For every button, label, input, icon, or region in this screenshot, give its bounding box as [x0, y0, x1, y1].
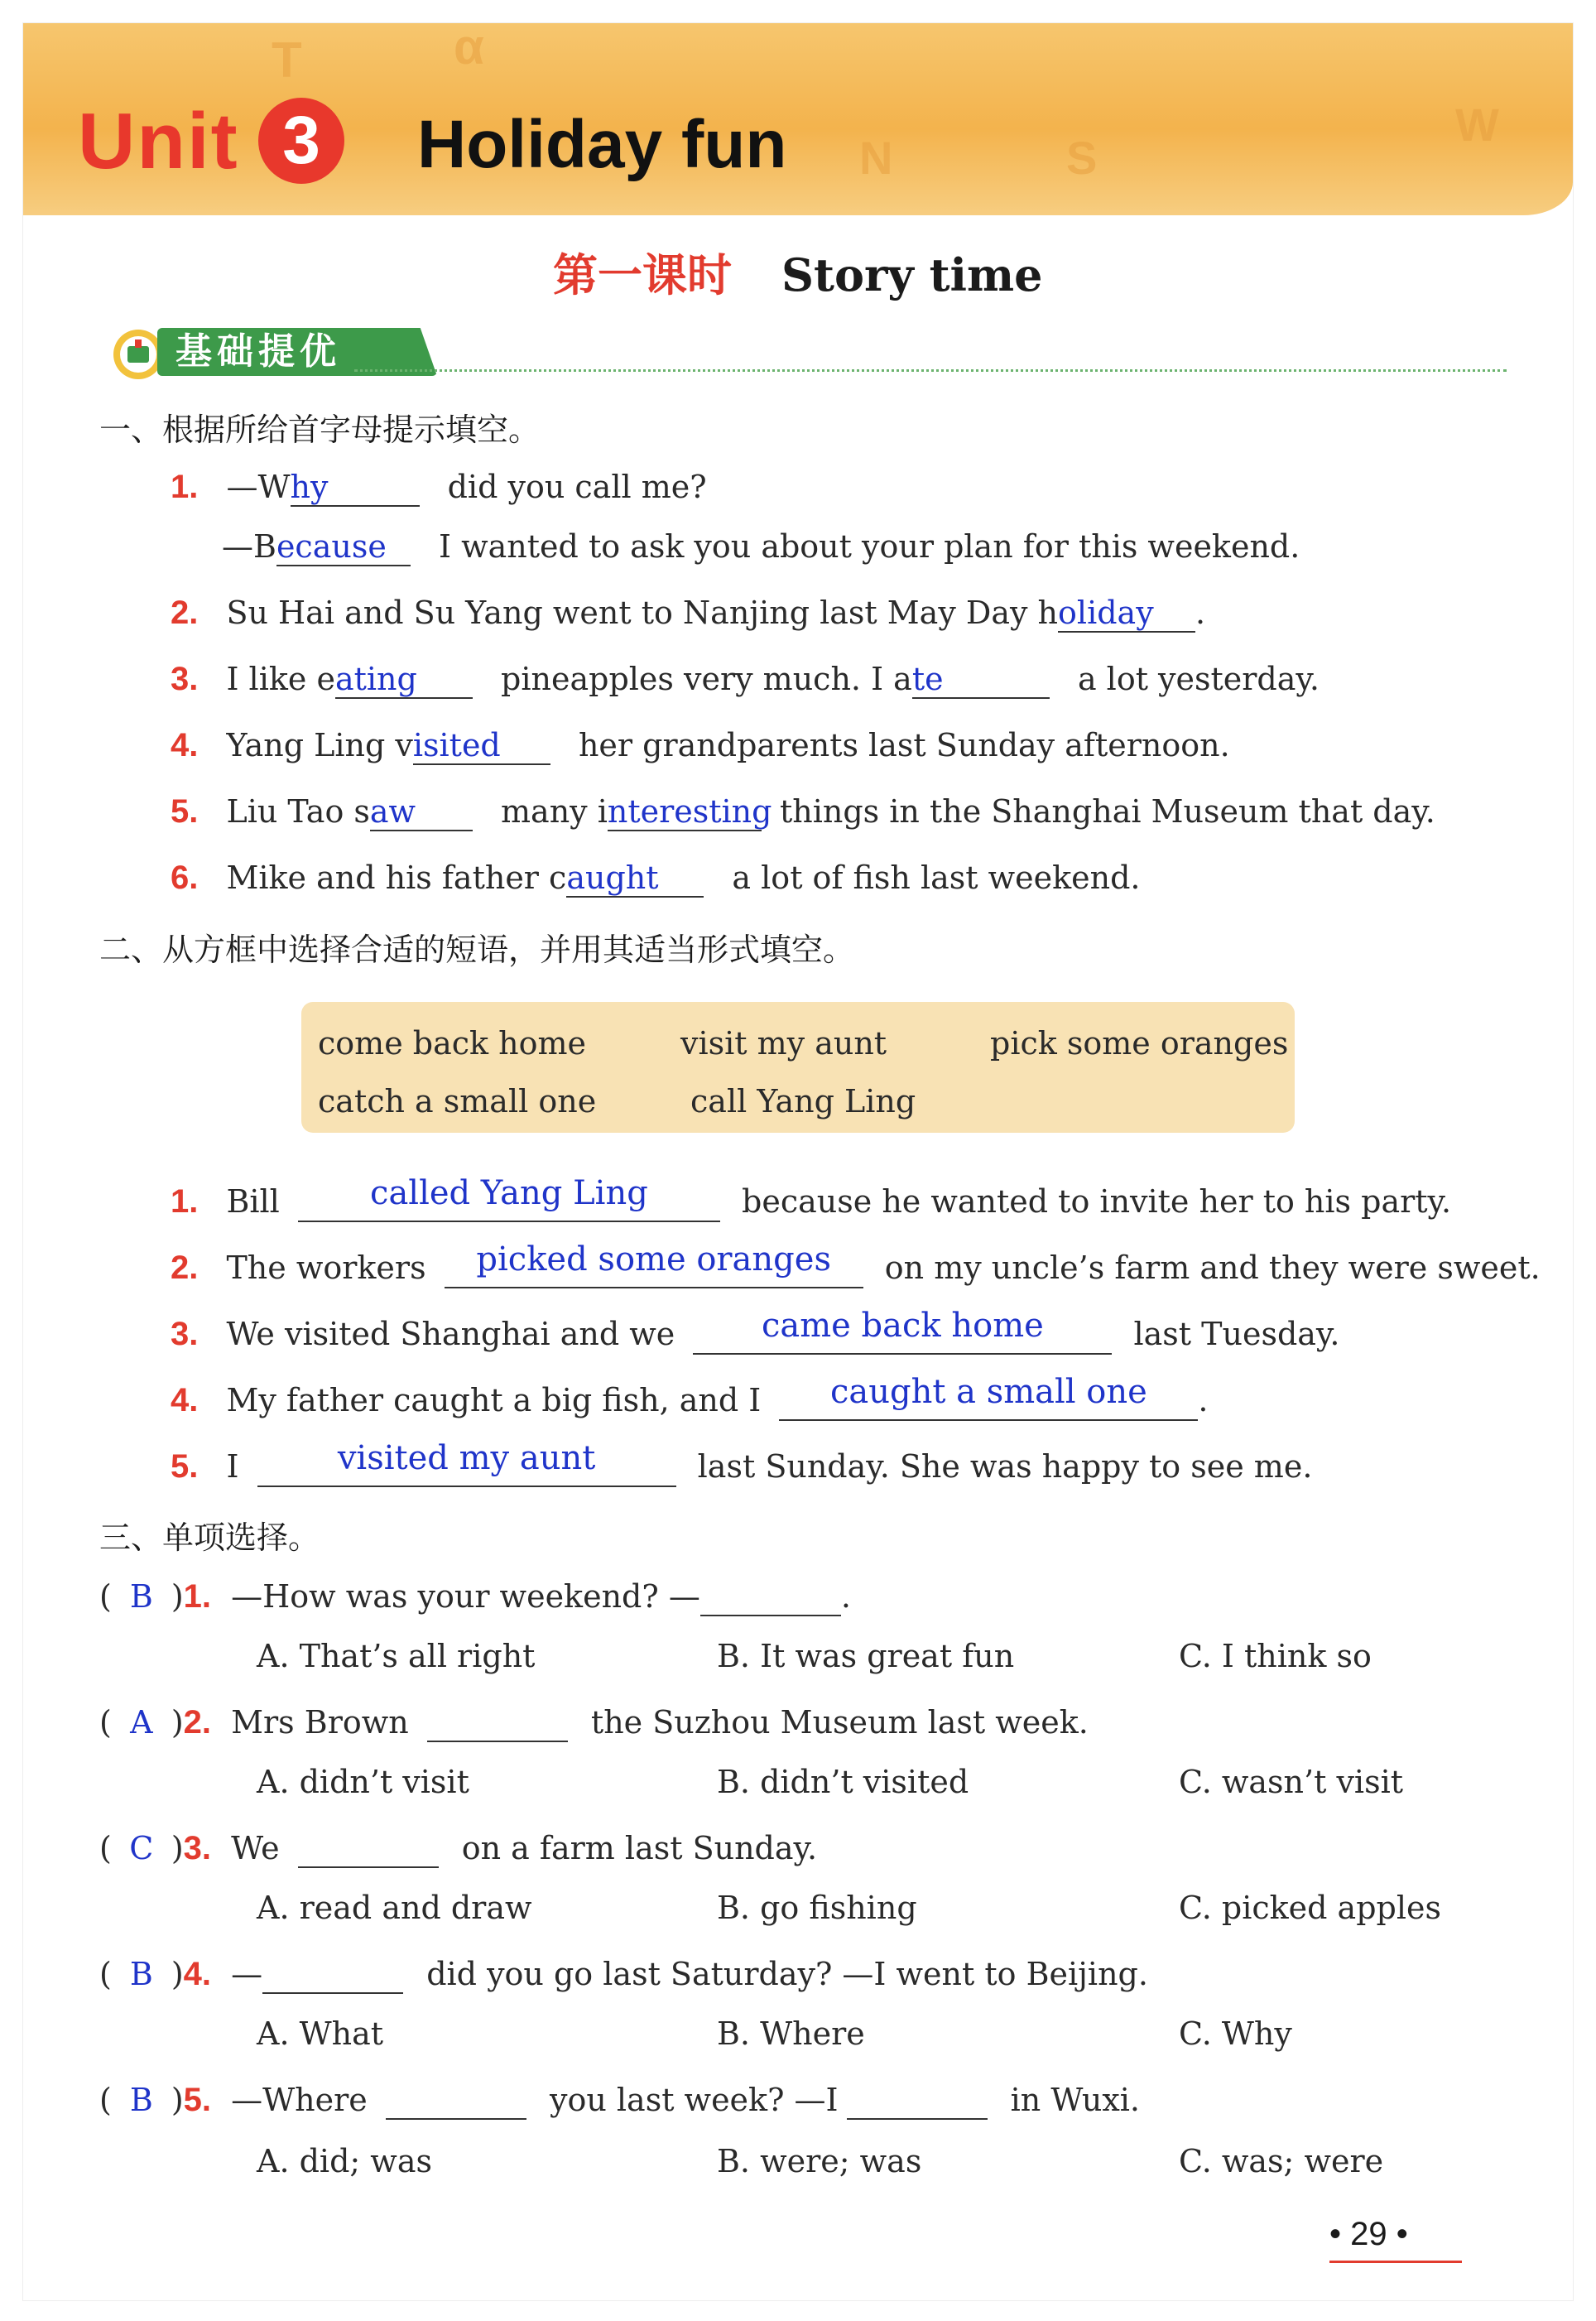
item-number: 1. — [171, 1183, 199, 1220]
option-c[interactable]: C. was; were — [1179, 2143, 1384, 2179]
answer-blank[interactable] — [427, 1704, 568, 1742]
answer-blank[interactable]: caught a small one — [779, 1381, 1198, 1421]
section-divider — [354, 369, 1507, 372]
box-phrase: call Yang Ling — [690, 1083, 916, 1120]
part1-item: 4. Yang Ling visited her grandparents last Sunday afternoon. — [171, 727, 1230, 763]
unit-label: Unit — [78, 97, 239, 185]
item-number: 2. — [171, 595, 199, 631]
item-number: 4. — [183, 1956, 212, 1992]
selected-answer[interactable]: B — [129, 1956, 153, 1992]
item-number: 1. — [171, 469, 199, 505]
banner-decoration: S — [1066, 132, 1098, 184]
item-number: 5. — [183, 2082, 212, 2118]
selected-answer[interactable]: B — [129, 1578, 153, 1615]
part2-item: 4. My father caught a big fish, and I caught a small one . — [171, 1381, 1209, 1421]
item-number: 3. — [171, 1316, 199, 1352]
section-tag-label: 基础提优 — [175, 330, 341, 373]
selected-answer[interactable]: A — [130, 1704, 153, 1741]
option-c[interactable]: C. I think so — [1179, 1638, 1372, 1674]
box-phrase: catch a small one — [318, 1083, 597, 1120]
answer-blank[interactable] — [298, 1830, 439, 1868]
box-phrase: pick some oranges — [990, 1025, 1289, 1062]
lesson-title-en: Story time — [781, 248, 1043, 301]
page-number-underline — [1329, 2261, 1462, 2263]
unit-number-badge: 3 — [258, 98, 344, 184]
answer-blank[interactable] — [700, 1578, 841, 1616]
lesson-title-cn: 第一课时 — [553, 248, 732, 301]
answer-blank[interactable]: came back home — [693, 1315, 1112, 1355]
part1-item: 1. —Why did you call me? — [171, 469, 707, 505]
answer-blank[interactable] — [386, 2082, 526, 2120]
option-b[interactable]: B. didn’t visited — [717, 1764, 969, 1800]
lesson-title — [553, 240, 1043, 304]
box-phrase: visit my aunt — [680, 1025, 887, 1062]
answer-blank[interactable]: hy — [291, 469, 420, 507]
phrase-box — [301, 1002, 1295, 1133]
part1-item: 5. Liu Tao saw many interesting things in the Shanghai Museum that day. — [171, 793, 1435, 830]
option-a[interactable]: A. didn’t visit — [257, 1764, 469, 1800]
option-b[interactable]: B. Where — [717, 2015, 865, 2052]
box-phrase: come back home — [318, 1025, 587, 1062]
answer-blank[interactable]: aw — [370, 793, 473, 831]
part1-item: 2. Su Hai and Su Yang went to Nanjing last May Day holiday . — [171, 595, 1206, 631]
answer-blank[interactable]: ecause — [276, 528, 411, 566]
item-number: 3. — [183, 1830, 212, 1866]
answer-blank[interactable]: visited my aunt — [257, 1447, 676, 1487]
item-number: 2. — [183, 1704, 212, 1741]
part1-heading: 一、根据所给首字母提示填空。 — [99, 412, 541, 448]
selected-answer[interactable]: C — [129, 1830, 154, 1866]
option-b[interactable]: B. were; was — [717, 2143, 922, 2179]
part3-question: ( B )1. —How was your weekend? — . — [99, 1578, 851, 1615]
answer-blank[interactable]: ating — [335, 661, 473, 699]
part3-question: ( B )5. —Where you last week? —I in Wuxi. — [99, 2082, 1141, 2118]
workbook-page — [23, 19, 1573, 2300]
answer-blank[interactable] — [847, 2082, 988, 2120]
item-number: 1. — [183, 1578, 212, 1615]
part3-question: ( B )4. — did you go last Saturday? —I went to Beijing. — [99, 1956, 1148, 1992]
item-number: 2. — [171, 1250, 199, 1286]
item-number: 3. — [171, 661, 199, 697]
option-b[interactable]: B. It was great fun — [717, 1638, 1015, 1674]
answer-blank[interactable]: picked some oranges — [445, 1249, 863, 1288]
part1-item: 3. I like eating pineapples very much. I ate a lot yesterday. — [171, 661, 1320, 697]
answer-blank[interactable] — [262, 1956, 403, 1994]
option-c[interactable]: C. picked apples — [1179, 1890, 1442, 1926]
option-a[interactable]: A. read and draw — [257, 1890, 532, 1926]
item-number: 5. — [171, 1448, 199, 1485]
part2-item: 2. The workers picked some oranges on my uncle’s farm and they were sweet. — [171, 1249, 1541, 1288]
item-number: 6. — [171, 860, 199, 896]
answer-blank[interactable]: aught — [566, 860, 704, 898]
unit-banner — [23, 19, 1573, 215]
part2-item: 5. I visited my aunt last Sunday. She was happy to see me. — [171, 1447, 1312, 1487]
banner-decoration: W — [1455, 99, 1499, 151]
item-number: 5. — [171, 793, 199, 830]
part2-item: 1. Bill called Yang Ling because he wanted to invite her to his party. — [171, 1182, 1451, 1222]
part3-question: ( A )2. Mrs Brown the Suzhou Museum last week. — [99, 1704, 1089, 1741]
part2-item: 3. We visited Shanghai and we came back home last Tuesday. — [171, 1315, 1339, 1355]
part1-item: —Because I wanted to ask you about your plan for this weekend. — [222, 528, 1300, 565]
item-number: 4. — [171, 727, 199, 763]
unit-title: Holiday fun — [417, 107, 787, 182]
answer-blank[interactable]: oliday — [1058, 595, 1195, 633]
option-c[interactable]: C. Why — [1179, 2015, 1292, 2052]
item-number: 4. — [171, 1382, 199, 1418]
selected-answer[interactable]: B — [129, 2082, 153, 2118]
option-b[interactable]: B. go fishing — [717, 1890, 917, 1926]
part2-heading: 二、从方框中选择合适的短语，并用其适当形式填空。 — [99, 932, 855, 968]
banner-decoration: α — [454, 19, 484, 75]
option-c[interactable]: C. wasn’t visit — [1179, 1764, 1404, 1800]
option-a[interactable]: A. did; was — [257, 2143, 432, 2179]
banner-decoration: T — [272, 32, 302, 88]
page-number: • 29 • — [1329, 2216, 1408, 2252]
part3-heading: 三、单项选择。 — [99, 1519, 320, 1556]
answer-blank[interactable]: te — [912, 661, 1050, 699]
part1-item: 6. Mike and his father caught a lot of fish last weekend. — [171, 860, 1141, 896]
option-a[interactable]: A. What — [257, 2015, 384, 2052]
answer-blank[interactable]: called Yang Ling — [298, 1182, 720, 1222]
part3-question: ( C )3. We on a farm last Sunday. — [99, 1830, 818, 1866]
answer-blank[interactable]: isited — [413, 727, 550, 765]
option-a[interactable]: A. That’s all right — [257, 1638, 536, 1674]
answer-blank[interactable]: nteresting — [607, 793, 772, 830]
banner-decoration: N — [859, 132, 893, 184]
